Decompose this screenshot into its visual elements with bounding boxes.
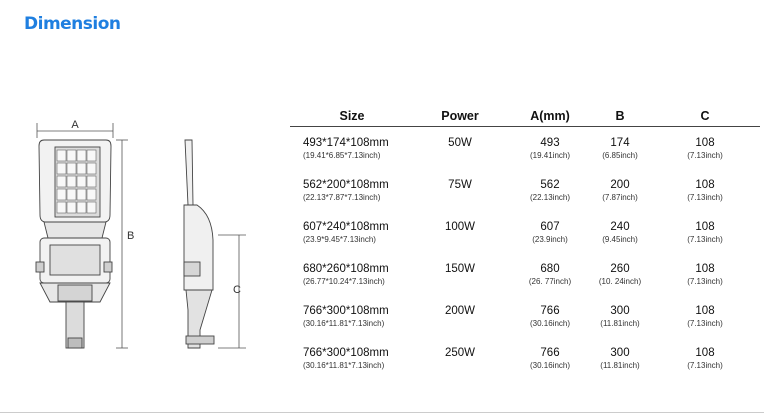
header-rule <box>290 126 760 127</box>
b-mm: 240 <box>610 221 630 233</box>
table-row <box>290 262 760 302</box>
size-inch: (22.13*7.87*7.13inch) <box>303 193 381 202</box>
dim-label-c: C <box>233 284 241 296</box>
c-mm: 108 <box>695 137 715 149</box>
size-inch: (30.16*11.81*7.13inch) <box>303 319 385 328</box>
size-mm: 680*260*108mm <box>303 263 389 275</box>
a-mm: 766 <box>540 305 560 317</box>
a-mm: 493 <box>540 137 560 149</box>
a-mm: 562 <box>540 179 560 191</box>
b-inch: (11.81inch) <box>600 361 640 370</box>
dim-label-a: A <box>71 119 79 131</box>
b-inch: (11.81inch) <box>600 319 640 328</box>
b-mm: 300 <box>610 305 630 317</box>
page-title: Dimension <box>24 14 121 34</box>
bottom-divider <box>0 412 764 413</box>
header-b: B <box>615 109 625 123</box>
dimension-drawing <box>0 0 290 417</box>
c-inch: (7.13inch) <box>687 277 723 286</box>
a-inch: (26. 77inch) <box>528 277 572 286</box>
dim-label-b: B <box>127 230 135 242</box>
header-a: A(mm) <box>530 109 570 123</box>
c-inch: (7.13inch) <box>687 151 723 160</box>
c-mm: 108 <box>695 305 715 317</box>
power-value: 250W <box>444 347 476 359</box>
header-c: C <box>700 109 710 123</box>
b-inch: (9.45inch) <box>602 235 638 244</box>
header-power: Power <box>441 109 479 123</box>
side-view <box>184 140 214 348</box>
c-inch: (7.13inch) <box>687 361 723 370</box>
b-inch: (7.87inch) <box>602 193 638 202</box>
power-value: 50W <box>448 137 472 149</box>
c-mm: 108 <box>695 179 715 191</box>
a-inch: (30.16inch) <box>529 319 571 328</box>
size-inch: (26.77*10.24*7.13inch) <box>303 277 385 286</box>
size-mm: 493*174*108mm <box>303 137 389 149</box>
c-inch: (7.13inch) <box>687 319 723 328</box>
header-size: Size <box>339 109 365 123</box>
c-inch: (7.13inch) <box>687 235 723 244</box>
b-mm: 174 <box>610 137 630 149</box>
power-value: 200W <box>444 305 476 317</box>
table-row <box>290 346 760 386</box>
a-inch: (19.41inch) <box>529 151 571 160</box>
size-mm: 766*300*108mm <box>303 305 389 317</box>
power-value: 150W <box>444 263 476 275</box>
b-mm: 300 <box>610 347 630 359</box>
a-mm: 607 <box>540 221 560 233</box>
size-inch: (19.41*6.85*7.13inch) <box>303 151 381 160</box>
c-mm: 108 <box>695 347 715 359</box>
size-inch: (30.16*11.81*7.13inch) <box>303 361 385 370</box>
a-mm: 766 <box>540 347 560 359</box>
table-row <box>290 220 760 260</box>
b-inch: (6.85inch) <box>602 151 638 160</box>
size-mm: 766*300*108mm <box>303 347 389 359</box>
size-mm: 607*240*108mm <box>303 221 389 233</box>
b-mm: 260 <box>610 263 630 275</box>
b-mm: 200 <box>610 179 630 191</box>
power-value: 100W <box>444 221 476 233</box>
size-mm: 562*200*108mm <box>303 179 389 191</box>
front-view <box>36 140 112 348</box>
a-inch: (23.9inch) <box>532 235 568 244</box>
table-row <box>290 178 760 218</box>
c-mm: 108 <box>695 263 715 275</box>
table-row <box>290 136 760 176</box>
power-value: 75W <box>448 179 472 191</box>
b-inch: (10. 24inch) <box>598 277 642 286</box>
size-inch: (23.9*9.45*7.13inch) <box>303 235 376 244</box>
a-inch: (30.16inch) <box>529 361 571 370</box>
a-inch: (22.13inch) <box>529 193 571 202</box>
c-inch: (7.13inch) <box>687 193 723 202</box>
table-row <box>290 304 760 344</box>
a-mm: 680 <box>540 263 560 275</box>
c-mm: 108 <box>695 221 715 233</box>
